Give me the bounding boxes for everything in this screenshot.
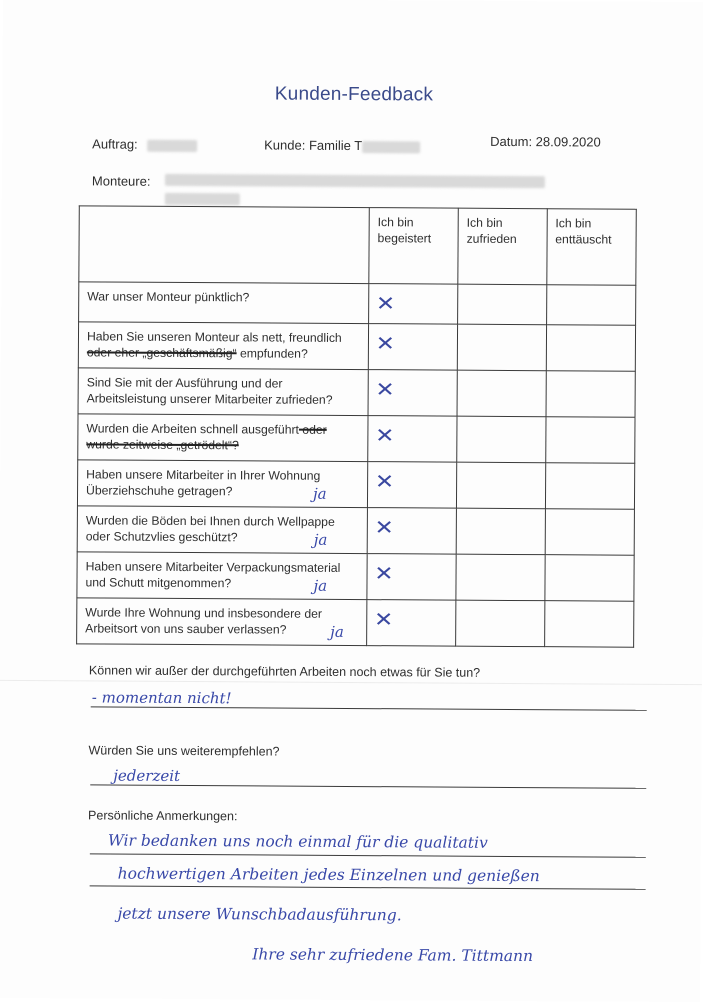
handwritten-ja: ja — [313, 576, 328, 595]
question-text: oder Schutzvlies geschützt? — [85, 529, 238, 545]
header-empty-cell — [79, 206, 369, 284]
question-text: und Schutt mitgenommen? — [85, 575, 232, 591]
question-cell — [77, 597, 367, 645]
mark-cell-begeistert — [367, 599, 456, 645]
table-row — [79, 282, 636, 325]
question-more-help: Können wir außer der durchgeführten Arbeiten noch etwas für Sie tun? — [88, 663, 481, 680]
table-row — [77, 597, 634, 646]
mark-cell-zufrieden — [457, 370, 546, 416]
mark-cell-zufrieden — [456, 600, 545, 646]
table-row — [78, 414, 635, 463]
struck-text: oder — [298, 422, 327, 437]
monteure-field — [92, 173, 151, 188]
mark-cell-begeistert — [368, 324, 457, 370]
mark-cell-enttaeuscht — [546, 325, 636, 371]
monteure-label: Monteure: — [91, 173, 151, 189]
question-text: Haben unsere Mitarbeiter in Ihrer Wohnung — [86, 467, 321, 483]
remarks-label: Persönliche Anmerkungen: — [88, 808, 238, 824]
question-text: War unser Monteur pünktlich? — [87, 289, 250, 305]
question-cell — [79, 282, 369, 324]
mark-cell-enttaeuscht — [545, 508, 635, 554]
question-text: Arbeitsleistung unserer Mitarbeiter zufrieden? — [86, 391, 333, 408]
kunde-label: Kunde: Familie T — [264, 137, 363, 154]
redacted-monteure-line1 — [165, 174, 545, 188]
handwritten-ja: ja — [313, 530, 328, 549]
mark-cell-begeistert — [367, 461, 456, 507]
form-title: Kunden-Feedback — [274, 83, 434, 106]
mark-cell-enttaeuscht — [545, 417, 635, 463]
question-text: Wurden die Böden bei Ihnen durch Wellpappe — [85, 513, 335, 529]
header-zufrieden: Ich bin zufrieden — [458, 208, 547, 285]
mark-cell-zufrieden — [457, 324, 546, 370]
table-row — [77, 506, 634, 555]
auftrag-field — [92, 136, 197, 152]
mark-cell-begeistert — [369, 284, 458, 325]
header-enttaeuscht: Ich bin enttäuscht — [547, 209, 637, 286]
question-text: Sind Sie mit der Ausführung und der — [86, 375, 283, 391]
question-cell — [77, 552, 367, 600]
handwritten-ja: ja — [312, 484, 327, 503]
checkmark-x: ✕ — [374, 560, 394, 585]
redacted-monteure-line2 — [165, 193, 240, 205]
kunde-field — [264, 137, 420, 153]
remark-line-1: Wir bedanken uns noch einmal für die qualitativ — [107, 831, 488, 852]
mark-cell-begeistert — [367, 507, 456, 553]
question-cell — [78, 368, 368, 416]
question-text: Arbeitsort von uns sauber verlassen? — [85, 621, 287, 637]
answer-line — [90, 885, 646, 889]
table-header-row — [79, 206, 636, 285]
checkmark-x: ✕ — [373, 606, 394, 631]
mark-cell-enttaeuscht — [546, 371, 636, 417]
mark-cell-zufrieden — [458, 284, 547, 325]
mark-cell-zufrieden — [456, 508, 545, 554]
checkmark-x: ✕ — [375, 331, 396, 356]
question-text: empfunden? — [236, 346, 308, 362]
answer-line — [91, 706, 647, 710]
answer-more-help: - momentan nicht! — [91, 688, 232, 708]
struck-text: oder eher „geschäftsmäßig“ — [86, 345, 237, 361]
checkmark-x: ✕ — [374, 514, 394, 540]
signature-line: Ihre sehr zufriedene Fam. Tittmann — [252, 945, 534, 966]
question-text: Wurde Ihre Wohnung und insbesondere der — [85, 605, 323, 621]
question-text: Haben Sie unseren Monteur als nett, freundlich — [86, 329, 342, 345]
redacted-auftrag — [147, 139, 197, 151]
mark-cell-begeistert — [368, 415, 457, 461]
mark-cell-zufrieden — [456, 554, 545, 600]
mark-cell-zufrieden — [457, 416, 546, 462]
feedback-table — [76, 205, 637, 647]
mark-cell-enttaeuscht — [545, 462, 635, 508]
table-row — [77, 552, 634, 601]
question-text: Überziehschuhe getragen? — [86, 483, 233, 499]
remark-line-3: jetzt unsere Wunschbadausführung. — [117, 904, 402, 925]
answer-line — [90, 784, 646, 788]
checkmark-x: ✕ — [374, 468, 395, 494]
table-row — [78, 322, 635, 371]
question-cell — [77, 460, 367, 508]
remark-line-2: hochwertigen Arbeiten jedes Einzelnen und genießen — [117, 864, 540, 886]
answer-recommend: jederzeit — [113, 766, 181, 785]
auftrag-label: Auftrag: — [92, 136, 138, 152]
question-cell — [77, 506, 367, 554]
table-row — [77, 460, 634, 509]
question-text: Wurden die Arbeiten schnell ausgeführt — [86, 421, 299, 437]
question-text: Haben unsere Mitarbeiter Verpackungsmaterial — [85, 559, 341, 575]
handwritten-ja: ja — [330, 622, 344, 641]
paper-fold-line — [0, 680, 702, 685]
struck-text: wurde zeitweise „getrödelt“? — [86, 437, 239, 453]
question-recommend: Würden Sie uns weiterempfehlen? — [88, 743, 280, 759]
mark-cell-zufrieden — [456, 462, 545, 508]
header-begeistert: Ich bin begeistert — [369, 208, 458, 285]
mark-cell-enttaeuscht — [544, 600, 634, 646]
question-cell — [78, 414, 368, 462]
redacted-kunde — [362, 141, 420, 153]
mark-cell-begeistert — [368, 370, 457, 416]
mark-cell-enttaeuscht — [546, 285, 636, 326]
question-cell — [78, 322, 368, 370]
table-row — [78, 368, 635, 417]
mark-cell-enttaeuscht — [545, 554, 635, 600]
checkmark-x: ✕ — [375, 423, 395, 448]
answer-line — [90, 853, 646, 857]
datum-field: Datum: 28.09.2020 — [490, 133, 601, 150]
checkmark-x: ✕ — [375, 291, 396, 316]
checkmark-x: ✕ — [375, 377, 395, 402]
mark-cell-begeistert — [367, 553, 456, 599]
